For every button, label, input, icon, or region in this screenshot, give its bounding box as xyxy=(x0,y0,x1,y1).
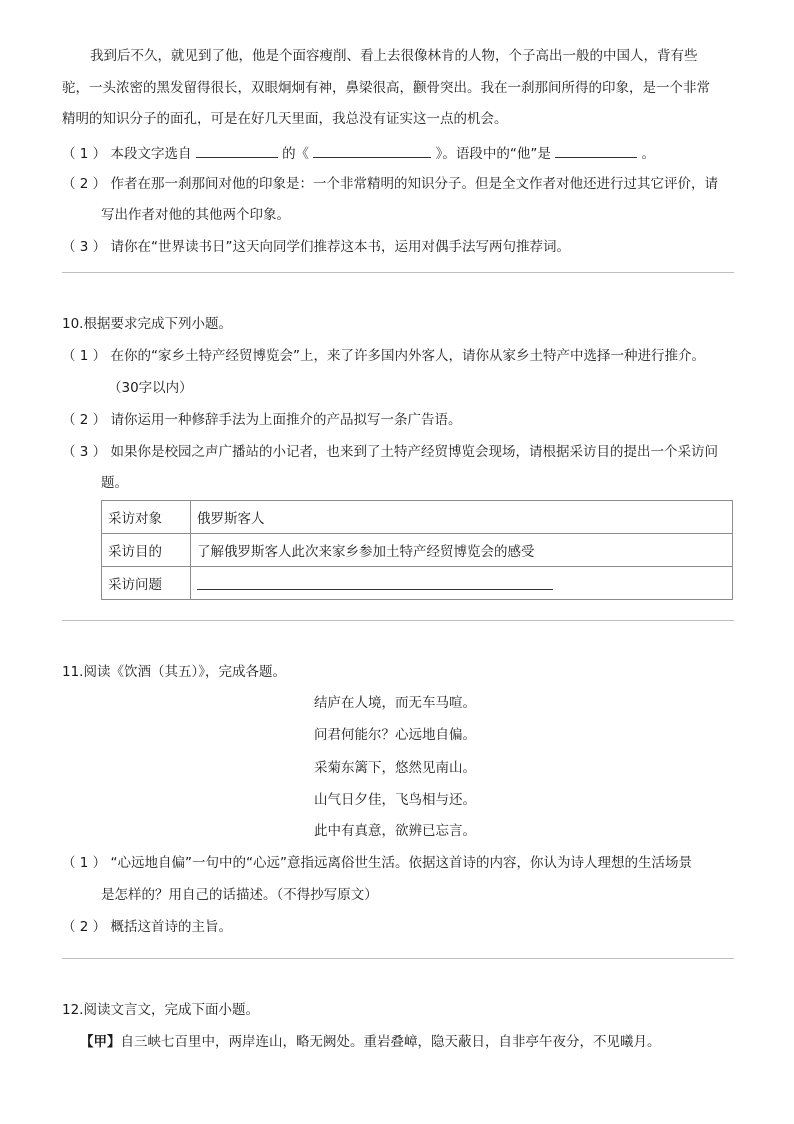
q9-sub1-text-d: 。 xyxy=(641,146,655,162)
poem-line-5: 此中有真意，欲辨已忘言。 xyxy=(314,823,476,839)
q9-sub1-text-c: 》。语段中的“他”是 xyxy=(435,146,551,162)
q9-sub1-text-b: 的《 xyxy=(282,146,310,162)
section-divider xyxy=(62,272,734,273)
section-divider xyxy=(62,620,734,621)
q11-sub2-text: 概括这首诗的主旨。 xyxy=(110,919,232,935)
q9-sub3-number: （ 3 ） xyxy=(62,239,107,255)
q11-sub2-number: （ 2 ） xyxy=(62,919,107,935)
answer-blank-interview-question[interactable] xyxy=(197,573,553,590)
q10-sub1-limit: （30字以内） xyxy=(108,380,193,396)
table-row xyxy=(102,567,733,600)
q10-sub3-number: （ 3 ） xyxy=(62,444,107,460)
q9-sub2-text: 作者在那一刹那间对他的印象是：一个非常精明的知识分子。但是全文作者对他还进行过其它评价，请 xyxy=(110,176,718,192)
table-row xyxy=(102,534,733,567)
interview-question-cell xyxy=(191,567,733,600)
q11-sub1-text: “心远地自偏”一句中的“心远”意指远离俗世生活。依据这首诗的内容，你认为诗人理想的生活场景 xyxy=(110,855,692,871)
q10-sub3 xyxy=(62,443,718,461)
interview-value-purpose: 了解俄罗斯客人此次来家乡参加土特产经贸博览会的感受 xyxy=(191,534,733,567)
answer-blank-author[interactable] xyxy=(196,143,278,158)
poem-line-2: 问君何能尔？心远地自偏。 xyxy=(314,727,476,743)
answer-blank-book[interactable] xyxy=(313,143,431,158)
passage-line-1: 我到后不久，就见到了他，他是个面容瘦削、看上去很像林肯的人物，个子高出一般的中国人，背有些 xyxy=(90,48,698,64)
passage-label-jia: 【甲】 xyxy=(80,1034,121,1050)
q10-sub1 xyxy=(62,347,705,365)
q10-sub3-line-2: 题。 xyxy=(101,475,128,491)
q11-title: 11.阅读《饮酒（其五）》，完成各题。 xyxy=(62,664,286,680)
q9-sub1 xyxy=(62,143,655,163)
q10-sub1-text: 在你的“家乡土特产经贸博览会”上，来了许多国内外客人，请你从家乡土特产中选择一种进行推介。 xyxy=(110,348,705,364)
q11-sub1 xyxy=(62,854,692,872)
q9-sub3 xyxy=(62,238,570,256)
interview-label-purpose: 采访目的 xyxy=(102,534,191,567)
q10-sub2 xyxy=(62,411,461,429)
q10-sub3-text: 如果你是校园之声广播站的小记者，也来到了土特产经贸博览会现场，请根据采访目的提出一个采访问 xyxy=(110,444,718,460)
table-row xyxy=(102,501,733,534)
passage-text-jia: 自三峡七百里中，两岸连山，略无阙处。重岩叠嶂，隐天蔽日，自非亭午夜分，不见曦月。 xyxy=(120,1034,661,1050)
q10-sub1-number: （ 1 ） xyxy=(62,348,107,364)
q10-sub2-text: 请你运用一种修辞手法为上面推介的产品拟写一条广告语。 xyxy=(110,412,462,428)
interview-value-target: 俄罗斯客人 xyxy=(191,501,733,534)
poem-line-3: 采菊东篱下，悠然见南山。 xyxy=(314,760,476,776)
section-divider xyxy=(62,958,734,959)
q10-title: 10.根据要求完成下列小题。 xyxy=(62,316,232,332)
passage-line-2: 驼，一头浓密的黑发留得很长，双眼炯炯有神，鼻梁很高，颧骨突出。我在一刹那间所得的印象，是一个非常 xyxy=(62,80,710,96)
passage-line-3: 精明的知识分子的面孔，可是在好几天里面，我总没有证实这一点的机会。 xyxy=(62,111,508,127)
q9-sub2-number: （ 2 ） xyxy=(62,176,107,192)
q9-sub2 xyxy=(62,175,718,193)
poem-line-4: 山气日夕佳，飞鸟相与还。 xyxy=(314,792,476,808)
q12-passage-jia xyxy=(80,1033,661,1051)
q9-sub1-number: （ 1 ） xyxy=(62,146,107,162)
poem-line-1: 结庐在人境，而无车马喧。 xyxy=(314,695,476,711)
q9-sub3-text: 请你在“世界读书日”这天向同学们推荐这本书，运用对偶手法写两句推荐词。 xyxy=(110,239,570,255)
interview-table xyxy=(101,500,733,600)
interview-label-target: 采访对象 xyxy=(102,501,191,534)
q9-sub2-line-2: 写出作者对他的其他两个印象。 xyxy=(101,207,290,223)
q11-sub1-number: （ 1 ） xyxy=(62,855,107,871)
q9-sub1-text-a: 本段文字选自 xyxy=(110,146,192,162)
interview-label-question: 采访问题 xyxy=(102,567,191,600)
answer-blank-person[interactable] xyxy=(555,143,637,158)
q11-sub1-line-2: 是怎样的？用自己的话描述。（不得抄写原文） xyxy=(101,887,378,903)
q10-sub2-number: （ 2 ） xyxy=(62,412,107,428)
q12-title: 12.阅读文言文，完成下面小题。 xyxy=(62,1002,259,1018)
q11-sub2 xyxy=(62,918,232,936)
